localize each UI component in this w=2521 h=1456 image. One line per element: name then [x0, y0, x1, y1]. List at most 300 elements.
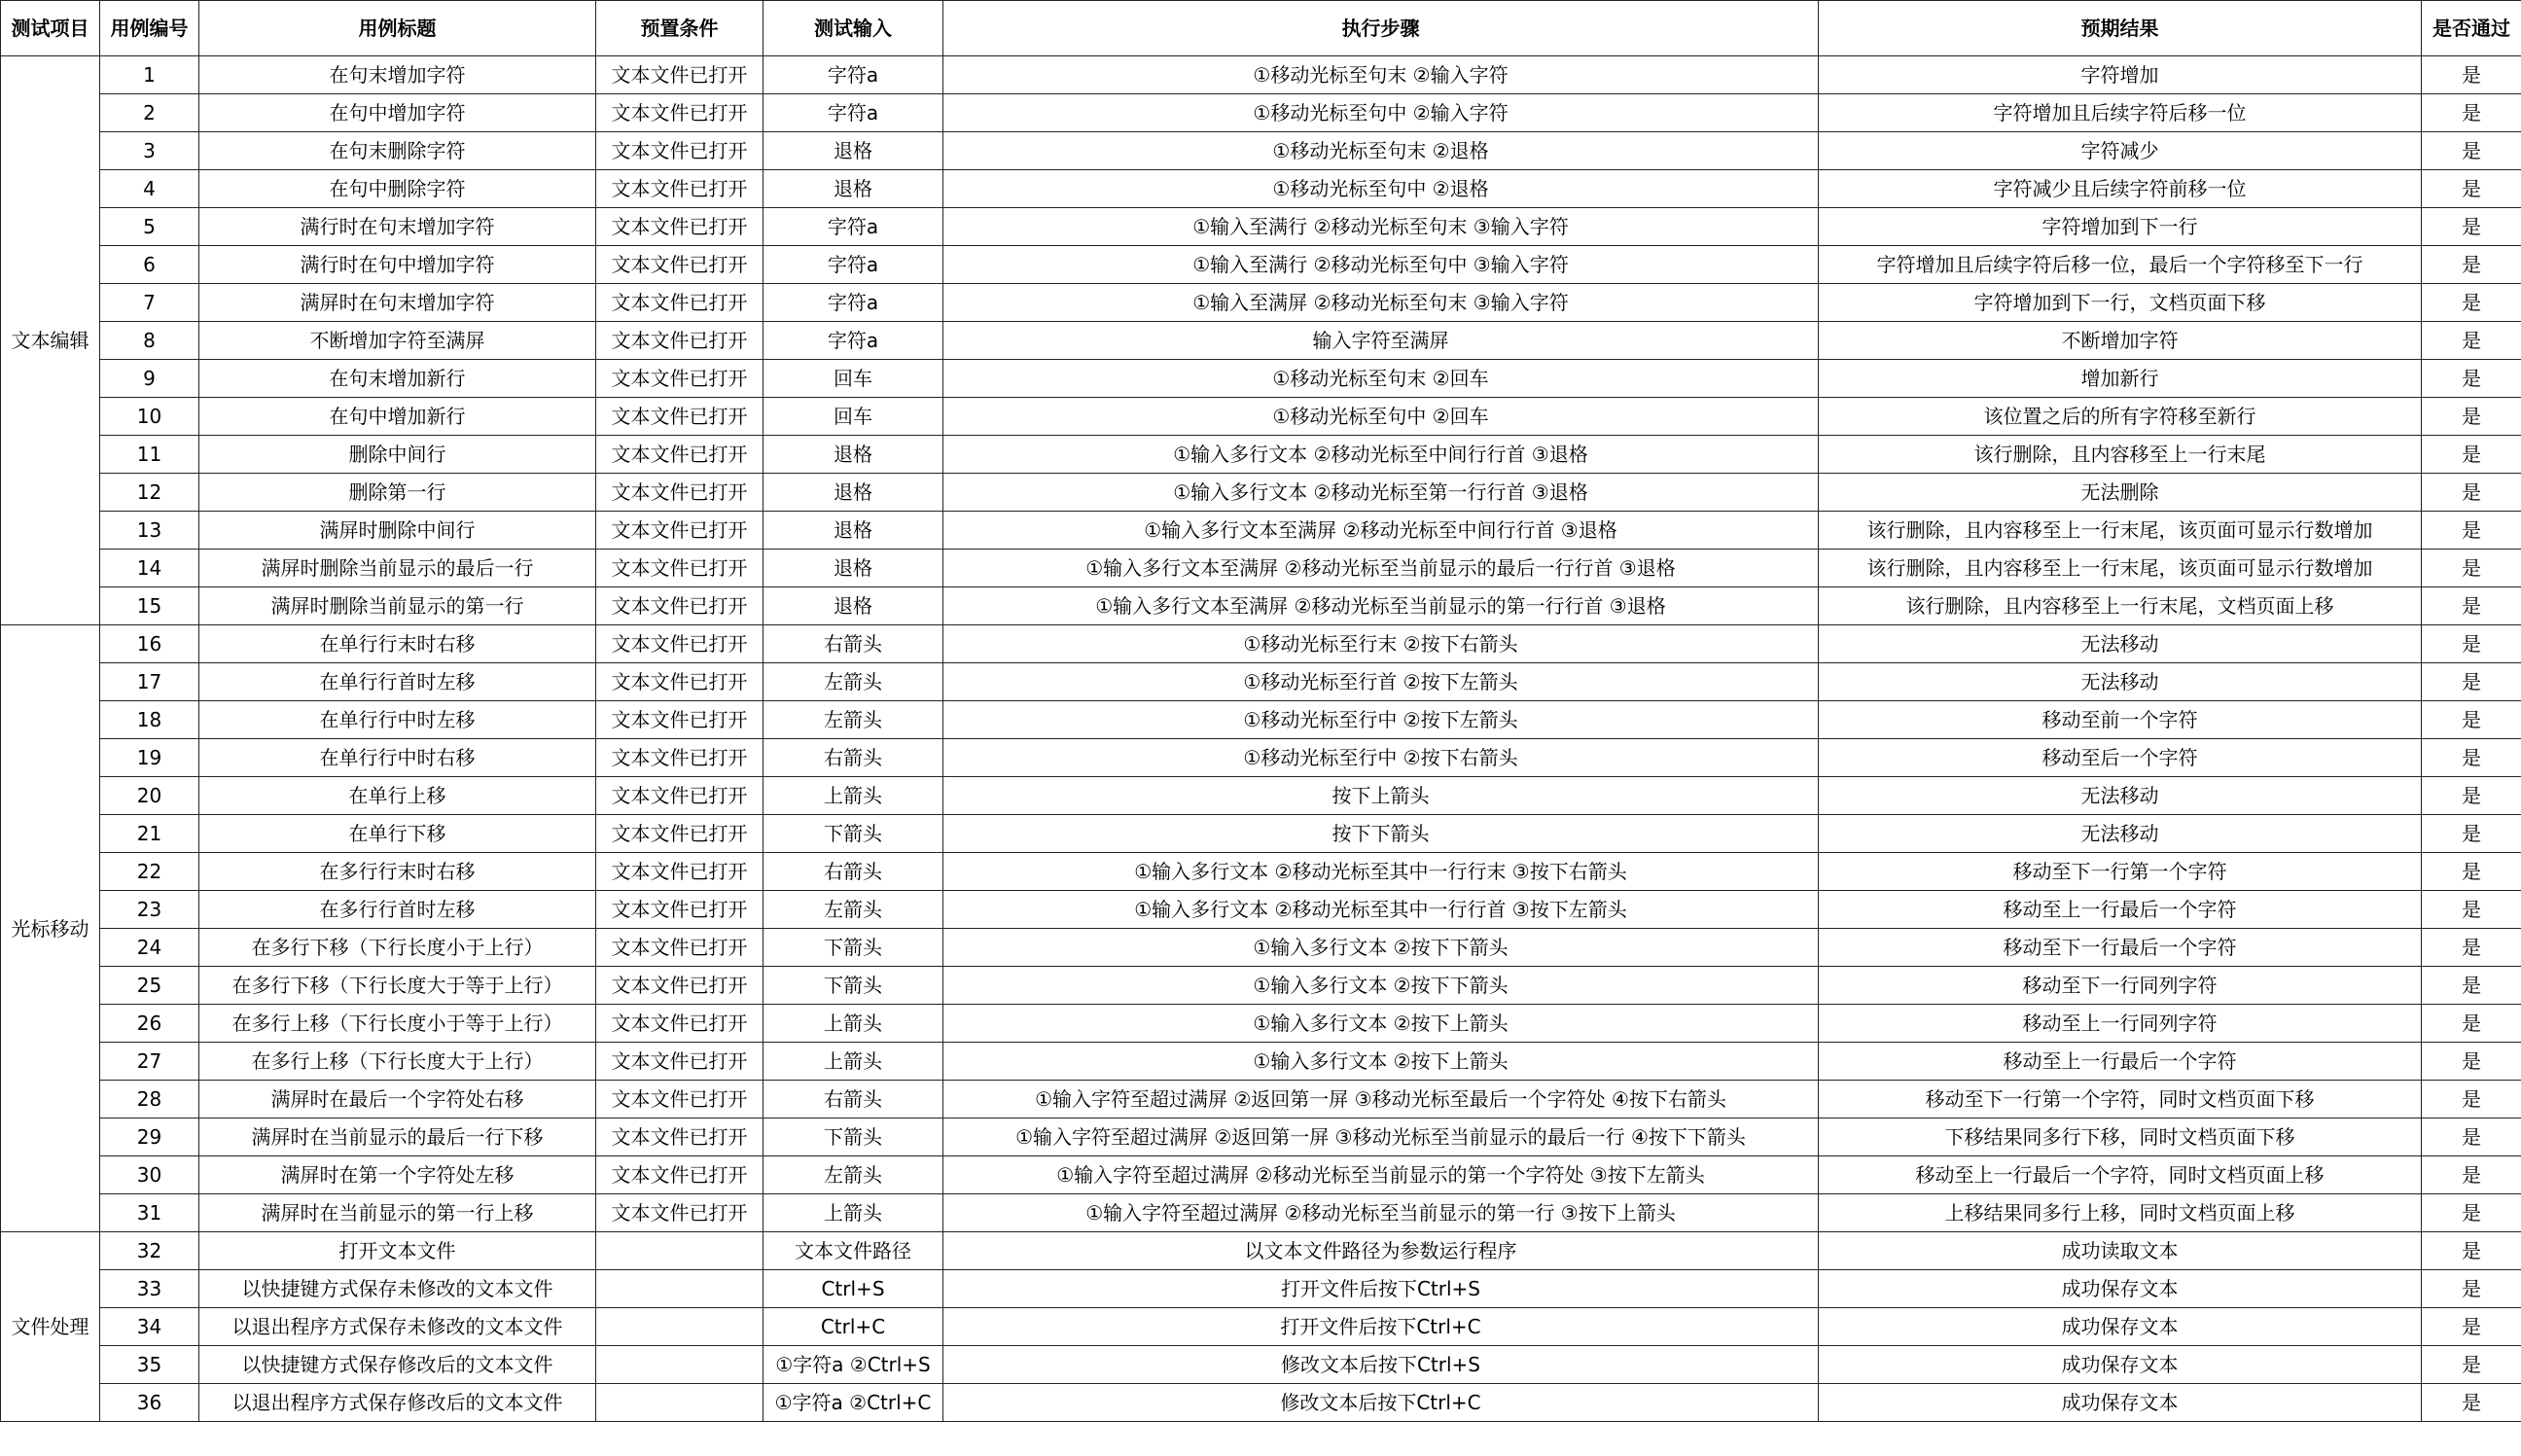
precondition-cell: 文本文件已打开 — [596, 398, 763, 436]
test-input-cell: 退格 — [763, 587, 943, 625]
case-title-cell: 删除中间行 — [199, 436, 596, 474]
test-input-cell: 左箭头 — [763, 1156, 943, 1194]
test-input-cell: 右箭头 — [763, 853, 943, 891]
steps-cell: ①输入至满行 ②移动光标至句末 ③输入字符 — [943, 208, 1819, 246]
test-input-cell: 回车 — [763, 360, 943, 398]
case-title-cell: 在单行行中时左移 — [199, 701, 596, 739]
passed-cell: 是 — [2422, 663, 2521, 701]
test-input-cell: 右箭头 — [763, 625, 943, 663]
passed-cell: 是 — [2422, 1119, 2521, 1156]
steps-cell: ①输入多行文本至满屏 ②移动光标至中间行行首 ③退格 — [943, 512, 1819, 550]
test-input-cell: 文本文件路径 — [763, 1232, 943, 1270]
expected-cell: 成功保存文本 — [1819, 1308, 2422, 1346]
expected-cell: 该行删除，且内容移至上一行末尾，该页面可显示行数增加 — [1819, 512, 2422, 550]
precondition-cell: 文本文件已打开 — [596, 512, 763, 550]
case-id-cell: 8 — [100, 322, 199, 360]
table-header — [1, 1, 2521, 56]
case-id-cell: 4 — [100, 170, 199, 208]
expected-cell: 移动至下一行最后一个字符 — [1819, 929, 2422, 967]
case-id-cell: 30 — [100, 1156, 199, 1194]
passed-cell: 是 — [2422, 360, 2521, 398]
passed-cell: 是 — [2422, 853, 2521, 891]
expected-cell: 该位置之后的所有字符移至新行 — [1819, 398, 2422, 436]
precondition-cell: 文本文件已打开 — [596, 815, 763, 853]
steps-cell: 按下上箭头 — [943, 777, 1819, 815]
passed-cell: 是 — [2422, 246, 2521, 284]
table-row — [1, 701, 2521, 739]
test-input-cell: 字符a — [763, 322, 943, 360]
case-id-cell: 33 — [100, 1270, 199, 1308]
test-input-cell: 左箭头 — [763, 891, 943, 929]
passed-cell: 是 — [2422, 474, 2521, 512]
expected-cell: 移动至前一个字符 — [1819, 701, 2422, 739]
precondition-cell: 文本文件已打开 — [596, 929, 763, 967]
precondition-cell: 文本文件已打开 — [596, 1156, 763, 1194]
case-id-cell: 36 — [100, 1384, 199, 1422]
case-id-cell: 25 — [100, 967, 199, 1005]
table-row — [1, 853, 2521, 891]
test-input-cell: 左箭头 — [763, 663, 943, 701]
expected-cell: 字符增加 — [1819, 56, 2422, 94]
test-input-cell: 下箭头 — [763, 815, 943, 853]
steps-cell: ①移动光标至句中 ②回车 — [943, 398, 1819, 436]
precondition-cell: 文本文件已打开 — [596, 360, 763, 398]
steps-cell: ①输入多行文本 ②按下上箭头 — [943, 1005, 1819, 1043]
steps-cell: ①输入多行文本 ②按下下箭头 — [943, 967, 1819, 1005]
expected-cell: 成功保存文本 — [1819, 1346, 2422, 1384]
passed-cell: 是 — [2422, 1043, 2521, 1081]
case-id-cell: 16 — [100, 625, 199, 663]
precondition-cell: 文本文件已打开 — [596, 1081, 763, 1119]
precondition-cell: 文本文件已打开 — [596, 739, 763, 777]
table-row — [1, 132, 2521, 170]
passed-cell: 是 — [2422, 1270, 2521, 1308]
table-row — [1, 587, 2521, 625]
passed-cell: 是 — [2422, 777, 2521, 815]
table-row — [1, 436, 2521, 474]
precondition-cell: 文本文件已打开 — [596, 853, 763, 891]
passed-cell: 是 — [2422, 1156, 2521, 1194]
test-input-cell: 字符a — [763, 284, 943, 322]
case-id-cell: 27 — [100, 1043, 199, 1081]
case-id-cell: 21 — [100, 815, 199, 853]
test-input-cell: 上箭头 — [763, 777, 943, 815]
case-id-cell: 5 — [100, 208, 199, 246]
case-id-cell: 32 — [100, 1232, 199, 1270]
header-row — [1, 1, 2521, 56]
case-id-cell: 17 — [100, 663, 199, 701]
table-row — [1, 170, 2521, 208]
steps-cell: ①输入多行文本 ②移动光标至其中一行行首 ③按下左箭头 — [943, 891, 1819, 929]
case-id-cell: 29 — [100, 1119, 199, 1156]
precondition-cell: 文本文件已打开 — [596, 777, 763, 815]
case-id-cell: 31 — [100, 1194, 199, 1232]
table-row — [1, 777, 2521, 815]
case-id-cell: 6 — [100, 246, 199, 284]
expected-cell: 无法移动 — [1819, 815, 2422, 853]
case-title-cell: 在多行下移（下行长度小于上行） — [199, 929, 596, 967]
case-title-cell: 在多行行首时左移 — [199, 891, 596, 929]
case-title-cell: 以快捷键方式保存未修改的文本文件 — [199, 1270, 596, 1308]
passed-cell: 是 — [2422, 739, 2521, 777]
case-id-cell: 22 — [100, 853, 199, 891]
precondition-cell: 文本文件已打开 — [596, 550, 763, 587]
test-item-group-cell: 光标移动 — [1, 625, 100, 1232]
test-input-cell: 退格 — [763, 550, 943, 587]
table-row — [1, 246, 2521, 284]
expected-cell: 该行删除，且内容移至上一行末尾，该页面可显示行数增加 — [1819, 550, 2422, 587]
test-input-cell: 字符a — [763, 56, 943, 94]
case-id-cell: 12 — [100, 474, 199, 512]
expected-cell: 移动至下一行第一个字符 — [1819, 853, 2422, 891]
expected-cell: 字符增加到下一行 — [1819, 208, 2422, 246]
case-title-cell: 在单行上移 — [199, 777, 596, 815]
passed-cell: 是 — [2422, 891, 2521, 929]
case-title-cell: 打开文本文件 — [199, 1232, 596, 1270]
test-item-group-cell: 文本编辑 — [1, 56, 100, 625]
passed-cell: 是 — [2422, 815, 2521, 853]
table-row — [1, 1270, 2521, 1308]
steps-cell: ①移动光标至行末 ②按下右箭头 — [943, 625, 1819, 663]
test-input-cell: 上箭头 — [763, 1005, 943, 1043]
case-title-cell: 满屏时在当前显示的最后一行下移 — [199, 1119, 596, 1156]
case-title-cell: 以退出程序方式保存未修改的文本文件 — [199, 1308, 596, 1346]
case-title-cell: 满屏时删除中间行 — [199, 512, 596, 550]
case-title-cell: 满屏时在句末增加字符 — [199, 284, 596, 322]
steps-cell: ①输入多行文本 ②移动光标至第一行行首 ③退格 — [943, 474, 1819, 512]
steps-cell: ①移动光标至句末 ②退格 — [943, 132, 1819, 170]
precondition-cell: 文本文件已打开 — [596, 208, 763, 246]
test-input-cell: 下箭头 — [763, 929, 943, 967]
steps-cell: 以文本文件路径为参数运行程序 — [943, 1232, 1819, 1270]
test-input-cell: 退格 — [763, 132, 943, 170]
test-input-cell: 退格 — [763, 436, 943, 474]
case-title-cell: 在多行上移（下行长度小于等于上行） — [199, 1005, 596, 1043]
case-id-cell: 28 — [100, 1081, 199, 1119]
precondition-cell: 文本文件已打开 — [596, 474, 763, 512]
case-id-cell: 11 — [100, 436, 199, 474]
table-row — [1, 1232, 2521, 1270]
case-title-cell: 满屏时删除当前显示的最后一行 — [199, 550, 596, 587]
expected-cell: 无法移动 — [1819, 663, 2422, 701]
case-title-cell: 在句末删除字符 — [199, 132, 596, 170]
expected-cell: 不断增加字符 — [1819, 322, 2422, 360]
case-id-cell: 9 — [100, 360, 199, 398]
steps-cell: 输入字符至满屏 — [943, 322, 1819, 360]
header-test-input: 测试输入 — [763, 1, 943, 56]
case-title-cell: 在句末增加新行 — [199, 360, 596, 398]
case-title-cell: 以快捷键方式保存修改后的文本文件 — [199, 1346, 596, 1384]
steps-cell: ①输入多行文本 ②移动光标至中间行行首 ③退格 — [943, 436, 1819, 474]
expected-cell: 该行删除，且内容移至上一行末尾，文档页面上移 — [1819, 587, 2422, 625]
expected-cell: 移动至上一行最后一个字符 — [1819, 1043, 2422, 1081]
header-precondition: 预置条件 — [596, 1, 763, 56]
case-id-cell: 7 — [100, 284, 199, 322]
precondition-cell: 文本文件已打开 — [596, 94, 763, 132]
steps-cell: ①移动光标至句末 ②回车 — [943, 360, 1819, 398]
expected-cell: 增加新行 — [1819, 360, 2422, 398]
case-title-cell: 在单行行中时右移 — [199, 739, 596, 777]
case-title-cell: 满屏时删除当前显示的第一行 — [199, 587, 596, 625]
case-id-cell: 10 — [100, 398, 199, 436]
case-title-cell: 在句中删除字符 — [199, 170, 596, 208]
test-input-cell: 退格 — [763, 512, 943, 550]
case-id-cell: 35 — [100, 1346, 199, 1384]
case-id-cell: 2 — [100, 94, 199, 132]
expected-cell: 成功保存文本 — [1819, 1384, 2422, 1422]
steps-cell: ①移动光标至句中 ②输入字符 — [943, 94, 1819, 132]
expected-cell: 移动至上一行最后一个字符，同时文档页面上移 — [1819, 1156, 2422, 1194]
passed-cell: 是 — [2422, 322, 2521, 360]
case-id-cell: 26 — [100, 1005, 199, 1043]
precondition-cell: 文本文件已打开 — [596, 284, 763, 322]
passed-cell: 是 — [2422, 1308, 2521, 1346]
case-title-cell: 满屏时在当前显示的第一行上移 — [199, 1194, 596, 1232]
passed-cell: 是 — [2422, 1346, 2521, 1384]
case-id-cell: 24 — [100, 929, 199, 967]
expected-cell: 移动至后一个字符 — [1819, 739, 2422, 777]
case-title-cell: 满屏时在最后一个字符处右移 — [199, 1081, 596, 1119]
passed-cell: 是 — [2422, 436, 2521, 474]
test-input-cell: ①字符a ②Ctrl+S — [763, 1346, 943, 1384]
table-row — [1, 625, 2521, 663]
expected-cell: 上移结果同多行上移，同时文档页面上移 — [1819, 1194, 2422, 1232]
precondition-cell: 文本文件已打开 — [596, 246, 763, 284]
table-row — [1, 474, 2521, 512]
table-row — [1, 1119, 2521, 1156]
table-row — [1, 1346, 2521, 1384]
table-row — [1, 929, 2521, 967]
test-input-cell: 上箭头 — [763, 1194, 943, 1232]
table-row — [1, 815, 2521, 853]
header-steps: 执行步骤 — [943, 1, 1819, 56]
table-row — [1, 1156, 2521, 1194]
passed-cell: 是 — [2422, 1081, 2521, 1119]
passed-cell: 是 — [2422, 929, 2521, 967]
test-input-cell: 退格 — [763, 170, 943, 208]
steps-cell: 修改文本后按下Ctrl+S — [943, 1346, 1819, 1384]
passed-cell: 是 — [2422, 284, 2521, 322]
test-input-cell: 下箭头 — [763, 967, 943, 1005]
precondition-cell — [596, 1270, 763, 1308]
table-row — [1, 1308, 2521, 1346]
precondition-cell: 文本文件已打开 — [596, 170, 763, 208]
passed-cell: 是 — [2422, 398, 2521, 436]
case-id-cell: 13 — [100, 512, 199, 550]
passed-cell: 是 — [2422, 1384, 2521, 1422]
expected-cell: 成功保存文本 — [1819, 1270, 2422, 1308]
case-title-cell: 在句中增加新行 — [199, 398, 596, 436]
passed-cell: 是 — [2422, 625, 2521, 663]
case-title-cell: 以退出程序方式保存修改后的文本文件 — [199, 1384, 596, 1422]
passed-cell: 是 — [2422, 550, 2521, 587]
case-id-cell: 18 — [100, 701, 199, 739]
table-row — [1, 1384, 2521, 1422]
expected-cell: 无法移动 — [1819, 625, 2422, 663]
table-row — [1, 56, 2521, 94]
case-id-cell: 19 — [100, 739, 199, 777]
steps-cell: ①移动光标至行首 ②按下左箭头 — [943, 663, 1819, 701]
table-row — [1, 1081, 2521, 1119]
expected-cell: 下移结果同多行下移，同时文档页面下移 — [1819, 1119, 2422, 1156]
header-test-item: 测试项目 — [1, 1, 100, 56]
table-row — [1, 1194, 2521, 1232]
expected-cell: 移动至上一行最后一个字符 — [1819, 891, 2422, 929]
expected-cell: 成功读取文本 — [1819, 1232, 2422, 1270]
precondition-cell: 文本文件已打开 — [596, 1043, 763, 1081]
steps-cell: ①移动光标至句中 ②退格 — [943, 170, 1819, 208]
precondition-cell: 文本文件已打开 — [596, 701, 763, 739]
case-title-cell: 在句中增加字符 — [199, 94, 596, 132]
table-row — [1, 1005, 2521, 1043]
case-title-cell: 在多行行末时右移 — [199, 853, 596, 891]
passed-cell: 是 — [2422, 208, 2521, 246]
table-body — [1, 56, 2521, 1422]
expected-cell: 字符增加且后续字符后移一位 — [1819, 94, 2422, 132]
precondition-cell: 文本文件已打开 — [596, 663, 763, 701]
passed-cell: 是 — [2422, 1232, 2521, 1270]
table-row — [1, 550, 2521, 587]
test-input-cell: 右箭头 — [763, 739, 943, 777]
test-item-group-cell: 文件处理 — [1, 1232, 100, 1422]
precondition-cell — [596, 1232, 763, 1270]
header-case-title: 用例标题 — [199, 1, 596, 56]
expected-cell: 字符增加到下一行，文档页面下移 — [1819, 284, 2422, 322]
precondition-cell: 文本文件已打开 — [596, 625, 763, 663]
precondition-cell: 文本文件已打开 — [596, 1119, 763, 1156]
steps-cell: ①输入多行文本 ②移动光标至其中一行行末 ③按下右箭头 — [943, 853, 1819, 891]
expected-cell: 无法移动 — [1819, 777, 2422, 815]
case-title-cell: 在多行下移（下行长度大于等于上行） — [199, 967, 596, 1005]
passed-cell: 是 — [2422, 132, 2521, 170]
steps-cell: ①移动光标至行中 ②按下右箭头 — [943, 739, 1819, 777]
passed-cell: 是 — [2422, 512, 2521, 550]
steps-cell: 按下下箭头 — [943, 815, 1819, 853]
passed-cell: 是 — [2422, 967, 2521, 1005]
precondition-cell: 文本文件已打开 — [596, 891, 763, 929]
precondition-cell: 文本文件已打开 — [596, 967, 763, 1005]
test-input-cell: 下箭头 — [763, 1119, 943, 1156]
expected-cell: 移动至上一行同列字符 — [1819, 1005, 2422, 1043]
header-passed: 是否通过 — [2422, 1, 2521, 56]
table-row — [1, 208, 2521, 246]
precondition-cell: 文本文件已打开 — [596, 587, 763, 625]
case-id-cell: 14 — [100, 550, 199, 587]
precondition-cell: 文本文件已打开 — [596, 1005, 763, 1043]
case-id-cell: 23 — [100, 891, 199, 929]
table-row — [1, 739, 2521, 777]
case-title-cell: 满行时在句末增加字符 — [199, 208, 596, 246]
test-input-cell: Ctrl+C — [763, 1308, 943, 1346]
passed-cell: 是 — [2422, 56, 2521, 94]
passed-cell: 是 — [2422, 1005, 2521, 1043]
expected-cell: 无法删除 — [1819, 474, 2422, 512]
steps-cell: ①输入字符至超过满屏 ②返回第一屏 ③移动光标至最后一个字符处 ④按下右箭头 — [943, 1081, 1819, 1119]
expected-cell: 移动至下一行第一个字符，同时文档页面下移 — [1819, 1081, 2422, 1119]
steps-cell: ①输入字符至超过满屏 ②返回第一屏 ③移动光标至当前显示的最后一行 ④按下下箭头 — [943, 1119, 1819, 1156]
passed-cell: 是 — [2422, 587, 2521, 625]
steps-cell: ①移动光标至句末 ②输入字符 — [943, 56, 1819, 94]
precondition-cell — [596, 1384, 763, 1422]
case-title-cell: 删除第一行 — [199, 474, 596, 512]
precondition-cell: 文本文件已打开 — [596, 56, 763, 94]
passed-cell: 是 — [2422, 701, 2521, 739]
steps-cell: ①输入至满行 ②移动光标至句中 ③输入字符 — [943, 246, 1819, 284]
test-input-cell: Ctrl+S — [763, 1270, 943, 1308]
precondition-cell: 文本文件已打开 — [596, 436, 763, 474]
steps-cell: ①输入多行文本 ②按下下箭头 — [943, 929, 1819, 967]
expected-cell: 该行删除，且内容移至上一行末尾 — [1819, 436, 2422, 474]
passed-cell: 是 — [2422, 1194, 2521, 1232]
case-title-cell: 不断增加字符至满屏 — [199, 322, 596, 360]
table-row — [1, 891, 2521, 929]
table-row — [1, 94, 2521, 132]
precondition-cell: 文本文件已打开 — [596, 132, 763, 170]
table-row — [1, 284, 2521, 322]
table-row — [1, 322, 2521, 360]
test-input-cell: 左箭头 — [763, 701, 943, 739]
case-id-cell: 1 — [100, 56, 199, 94]
steps-cell: ①输入多行文本至满屏 ②移动光标至当前显示的第一行行首 ③退格 — [943, 587, 1819, 625]
case-title-cell: 在单行行首时左移 — [199, 663, 596, 701]
passed-cell: 是 — [2422, 170, 2521, 208]
test-input-cell: ①字符a ②Ctrl+C — [763, 1384, 943, 1422]
table-row — [1, 360, 2521, 398]
test-input-cell: 右箭头 — [763, 1081, 943, 1119]
header-expected: 预期结果 — [1819, 1, 2422, 56]
test-input-cell: 字符a — [763, 208, 943, 246]
test-input-cell: 退格 — [763, 474, 943, 512]
case-id-cell: 34 — [100, 1308, 199, 1346]
expected-cell: 字符减少且后续字符前移一位 — [1819, 170, 2422, 208]
expected-cell: 字符增加且后续字符后移一位，最后一个字符移至下一行 — [1819, 246, 2422, 284]
expected-cell: 移动至下一行同列字符 — [1819, 967, 2422, 1005]
case-title-cell: 满行时在句中增加字符 — [199, 246, 596, 284]
precondition-cell — [596, 1308, 763, 1346]
steps-cell: 修改文本后按下Ctrl+C — [943, 1384, 1819, 1422]
case-title-cell: 满屏时在第一个字符处左移 — [199, 1156, 596, 1194]
case-title-cell: 在句末增加字符 — [199, 56, 596, 94]
table-row — [1, 967, 2521, 1005]
expected-cell: 字符减少 — [1819, 132, 2422, 170]
steps-cell: ①输入至满屏 ②移动光标至句末 ③输入字符 — [943, 284, 1819, 322]
test-input-cell: 字符a — [763, 246, 943, 284]
steps-cell: ①输入字符至超过满屏 ②移动光标至当前显示的第一个字符处 ③按下左箭头 — [943, 1156, 1819, 1194]
steps-cell: 打开文件后按下Ctrl+C — [943, 1308, 1819, 1346]
test-input-cell: 字符a — [763, 94, 943, 132]
header-case-id: 用例编号 — [100, 1, 199, 56]
precondition-cell: 文本文件已打开 — [596, 1194, 763, 1232]
passed-cell: 是 — [2422, 94, 2521, 132]
steps-cell: ①输入多行文本至满屏 ②移动光标至当前显示的最后一行行首 ③退格 — [943, 550, 1819, 587]
case-id-cell: 3 — [100, 132, 199, 170]
steps-cell: ①移动光标至行中 ②按下左箭头 — [943, 701, 1819, 739]
case-id-cell: 15 — [100, 587, 199, 625]
steps-cell: ①输入字符至超过满屏 ②移动光标至当前显示的第一行 ③按下上箭头 — [943, 1194, 1819, 1232]
table-row — [1, 1043, 2521, 1081]
case-id-cell: 20 — [100, 777, 199, 815]
case-title-cell: 在多行上移（下行长度大于上行） — [199, 1043, 596, 1081]
case-title-cell: 在单行行末时右移 — [199, 625, 596, 663]
table-row — [1, 398, 2521, 436]
steps-cell: ①输入多行文本 ②按下上箭头 — [943, 1043, 1819, 1081]
table-row — [1, 512, 2521, 550]
steps-cell: 打开文件后按下Ctrl+S — [943, 1270, 1819, 1308]
precondition-cell — [596, 1346, 763, 1384]
test-input-cell: 上箭头 — [763, 1043, 943, 1081]
precondition-cell: 文本文件已打开 — [596, 322, 763, 360]
test-input-cell: 回车 — [763, 398, 943, 436]
